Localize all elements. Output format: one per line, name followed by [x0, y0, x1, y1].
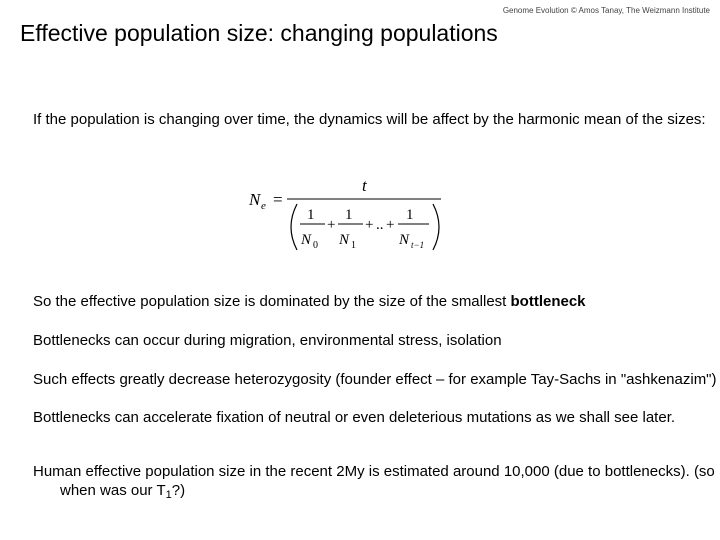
credit-line: Genome Evolution © Amos Tanay, The Weizmann Institute — [502, 6, 710, 15]
paragraph-heterozygosity: Such effects greatly decrease heterozygosity (founder effect – for example Tay-Sachs in "ashkenazim") — [33, 371, 717, 388]
paragraph-human-suffix: ?) — [171, 482, 186, 499]
slide-title: Effective population size: changing populations — [20, 20, 498, 46]
paragraph-human-sub: 1 — [165, 489, 172, 501]
formula-equals: = — [273, 190, 283, 209]
formula-sub-t: t−1 — [411, 240, 425, 250]
paragraph-bottleneck-text: So the effective population size is dominated by the size of the smallest — [33, 293, 511, 310]
formula-plus-b: + — [365, 217, 374, 233]
formula-one-b: 1 — [345, 207, 353, 223]
paragraph-bottleneck — [33, 292, 720, 311]
bottleneck-term: bottleneck — [510, 293, 586, 310]
formula-sub-1: 1 — [351, 240, 356, 251]
formula-n-a: N — [301, 232, 312, 248]
paragraph-human-text: Human effective population size in the recent 2My is estimated around 10,000 (due to bottlenecks). (so when was our T — [33, 463, 715, 499]
formula-lhs-sub: e — [261, 200, 266, 212]
formula-right-paren — [433, 204, 439, 250]
paragraph-human-population — [33, 462, 720, 505]
paragraph-causes: Bottlenecks can occur during migration, environmental stress, isolation — [33, 332, 502, 349]
formula-n-c: N — [399, 232, 410, 248]
formula-plus-a: + — [327, 217, 336, 233]
formula-lhs: N — [249, 190, 261, 209]
formula-n-b: N — [339, 232, 350, 248]
formula-one-a: 1 — [307, 207, 315, 223]
harmonic-mean-formula — [245, 172, 455, 257]
formula-sub-0: 0 — [313, 240, 318, 251]
paragraph-fixation: Bottlenecks can accelerate fixation of neutral or even deleterious mutations as we shall see later. — [33, 409, 676, 426]
paragraph-harmonic-mean: If the population is changing over time, the dynamics will be affect by the harmonic mean of the sizes: — [33, 111, 706, 128]
formula-numerator: t — [362, 176, 367, 195]
formula-dots: .. — [376, 217, 384, 233]
formula-left-paren — [291, 204, 297, 250]
formula-one-c: 1 — [406, 207, 414, 223]
formula-plus-c: + — [386, 217, 395, 233]
